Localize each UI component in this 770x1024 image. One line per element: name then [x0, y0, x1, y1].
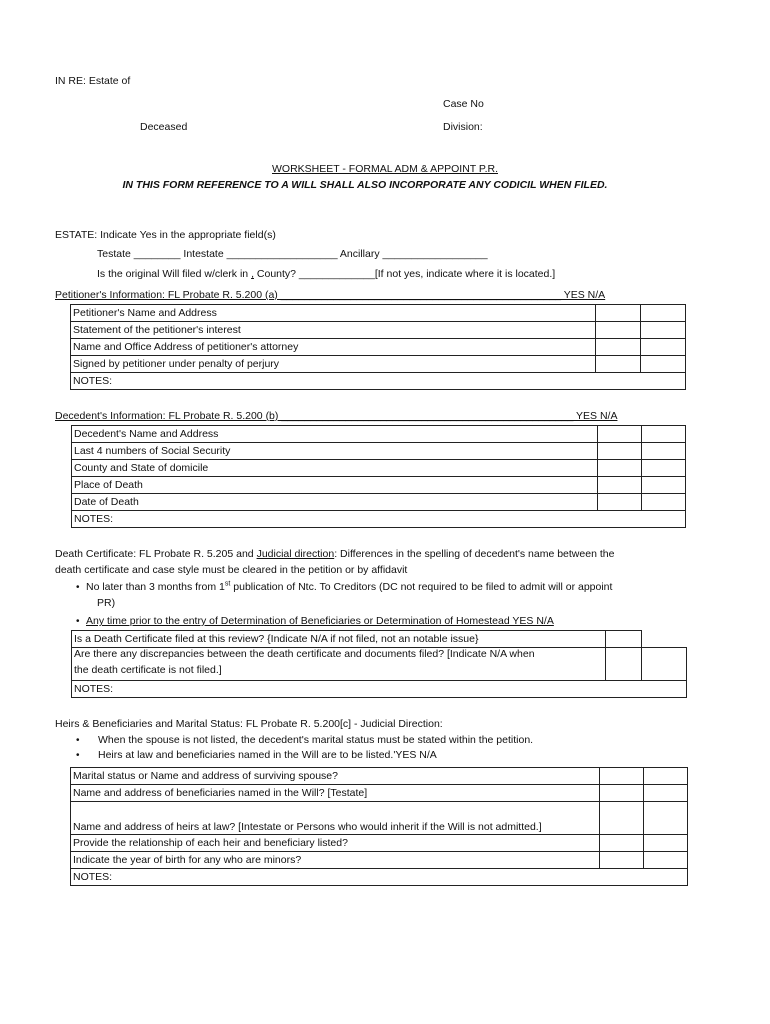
table-row	[72, 477, 686, 494]
table-row	[72, 460, 686, 477]
estate-of-label: IN RE: Estate of	[55, 75, 131, 87]
table-cell-label: Name and Office Address of petitioner's attorney	[71, 339, 596, 356]
na-cell[interactable]	[644, 802, 688, 835]
worksheet-title: WORKSHEET - FORMAL ADM & APPOINT P.R.	[272, 163, 498, 175]
bullet-icon: •	[76, 616, 80, 627]
na-cell[interactable]	[642, 494, 686, 511]
yes-cell[interactable]	[596, 305, 641, 322]
yes-cell[interactable]	[600, 802, 644, 835]
petitioner-heading: Petitioner's Information: FL Probate R. 5.200 (a) ________________________________________________ YES N/A	[55, 289, 606, 301]
decedent-heading: Decedent's Information: FL Probate R. 5.200 (b) __________________________________________________ YES N/A	[55, 410, 618, 422]
na-cell[interactable]	[644, 852, 688, 869]
heirs-bullet-2: Heirs at law and beneficiaries named in the Will are to be listed.'YES N/A	[98, 749, 437, 761]
table-row	[71, 768, 688, 785]
table-row	[71, 802, 688, 835]
table-cell-label: Are there any discrepancies between the death certificate and documents filed? [Indicate N/A when the death certificate is not filed.]	[72, 648, 606, 681]
na-cell[interactable]	[642, 460, 686, 477]
na-cell[interactable]	[641, 305, 686, 322]
na-cell[interactable]	[642, 477, 686, 494]
decedent-table	[71, 425, 686, 528]
table-cell-label: Name and address of beneficiaries named in the Will? [Testate]	[71, 785, 600, 802]
table-row	[72, 426, 686, 443]
yes-cell[interactable]	[600, 768, 644, 785]
na-cell[interactable]	[642, 631, 687, 648]
yes-cell[interactable]	[600, 852, 644, 869]
table-cell-label: Place of Death	[72, 477, 598, 494]
estate-type-line: Testate ________ Intestate ___________________ Ancillary __________________	[97, 248, 488, 260]
table-row	[71, 339, 686, 356]
yes-cell[interactable]	[598, 426, 642, 443]
table-cell-label: Date of Death	[72, 494, 598, 511]
na-cell[interactable]	[644, 785, 688, 802]
yes-cell[interactable]	[596, 356, 641, 373]
na-cell[interactable]	[641, 339, 686, 356]
na-cell[interactable]	[644, 835, 688, 852]
na-cell[interactable]	[642, 648, 687, 681]
table-cell-label: Signed by petitioner under penalty of perjury	[71, 356, 596, 373]
table-cell-label: County and State of domicile	[72, 460, 598, 477]
table-row	[72, 631, 687, 648]
na-cell[interactable]	[642, 443, 686, 460]
yes-cell[interactable]	[596, 322, 641, 339]
notes-cell[interactable]: NOTES:	[72, 681, 687, 698]
yes-cell[interactable]	[598, 443, 642, 460]
yes-cell[interactable]	[598, 494, 642, 511]
table-cell-label: Is a Death Certificate filed at this review? {Indicate N/A if not filed, not an notable issue}	[72, 631, 606, 648]
notes-cell[interactable]: NOTES:	[71, 869, 688, 886]
table-cell-label: Marital status or Name and address of surviving spouse?	[71, 768, 600, 785]
judicial-direction-link: Judicial direction	[256, 548, 335, 560]
table-row	[71, 322, 686, 339]
case-no-label: Case No	[443, 98, 484, 110]
notes-row	[71, 373, 686, 390]
yes-cell[interactable]	[598, 460, 642, 477]
table-cell-label: Petitioner's Name and Address	[71, 305, 596, 322]
table-cell-label: Indicate the year of birth for any who are minors?	[71, 852, 600, 869]
table-row	[71, 852, 688, 869]
notes-cell[interactable]: NOTES:	[72, 511, 686, 528]
death-cert-table	[71, 630, 687, 698]
table-row	[71, 305, 686, 322]
death-cert-bullet-2: Any time prior to the entry of Determination of Beneficiaries or Determination of Homestead YES N/A	[86, 615, 554, 627]
yes-cell[interactable]	[600, 835, 644, 852]
table-cell-label: Statement of the petitioner's interest	[71, 322, 596, 339]
bullet-icon: •	[76, 750, 80, 761]
yes-cell[interactable]	[596, 339, 641, 356]
yes-cell[interactable]	[600, 785, 644, 802]
estate-heading: ESTATE: Indicate Yes in the appropriate field(s)	[55, 229, 276, 241]
na-cell[interactable]	[641, 356, 686, 373]
heirs-table	[70, 767, 688, 886]
table-row	[71, 356, 686, 373]
yes-cell[interactable]	[598, 477, 642, 494]
bullet-icon: •	[76, 582, 80, 593]
petitioner-table	[70, 304, 686, 390]
death-cert-paragraph-line2: death certificate and case style must be cleared in the petition or by affidavit	[55, 564, 408, 576]
table-cell-label: Name and address of heirs at law? [Intestate or Persons who would inherit if the Will is not admitted.]	[71, 802, 600, 835]
heirs-bullet-1: When the spouse is not listed, the decedent's marital status must be stated within the petition.	[98, 734, 534, 746]
table-row	[72, 648, 687, 681]
yes-cell[interactable]	[606, 631, 642, 648]
death-cert-bullet-1-line2: PR)	[97, 597, 116, 609]
bullet-icon: •	[76, 735, 80, 746]
table-cell-label: Decedent's Name and Address	[72, 426, 598, 443]
table-row	[71, 785, 688, 802]
notes-row	[72, 511, 686, 528]
notes-row	[71, 869, 688, 886]
death-cert-bullet-1: No later than 3 months from 1st publication of Ntc. To Creditors (DC not required to be filed to admit will or appoint	[86, 580, 613, 593]
table-cell-label: Last 4 numbers of Social Security	[72, 443, 598, 460]
heirs-heading: Heirs & Beneficiaries and Marital Status: FL Probate R. 5.200[c] - Judicial Direction:	[55, 718, 443, 730]
codicil-notice: IN THIS FORM REFERENCE TO A WILL SHALL ALSO INCORPORATE ANY CODICIL WHEN FILED.	[122, 179, 608, 191]
will-filed-line: Is the original Will filed w/clerk in , County? _____________[If not yes, indicate where it is located.]	[97, 268, 556, 280]
na-cell[interactable]	[642, 426, 686, 443]
yes-cell[interactable]	[606, 648, 642, 681]
na-cell[interactable]	[644, 768, 688, 785]
division-label: Division:	[443, 121, 483, 133]
table-row	[71, 835, 688, 852]
na-cell[interactable]	[641, 322, 686, 339]
death-cert-paragraph: Death Certificate: FL Probate R. 5.205 and Judicial direction: Differences in the spelling of decedent's name between the	[55, 548, 615, 560]
table-row	[72, 443, 686, 460]
table-row	[72, 494, 686, 511]
table-cell-label: Provide the relationship of each heir and beneficiary listed?	[71, 835, 600, 852]
deceased-label: Deceased	[140, 121, 188, 133]
notes-row	[72, 681, 687, 698]
notes-cell[interactable]: NOTES:	[71, 373, 686, 390]
